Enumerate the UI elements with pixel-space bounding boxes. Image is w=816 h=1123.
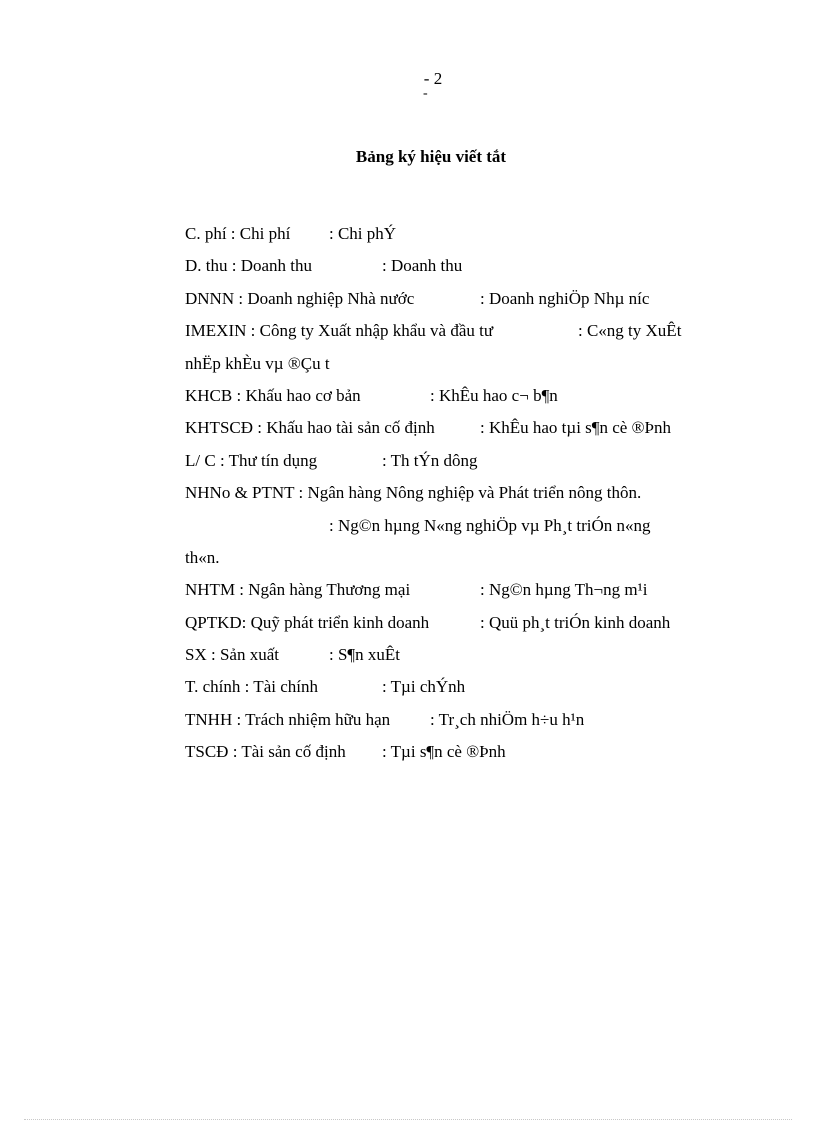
entry-term: KHTSCĐ : Khấu hao tài sản cố định [185, 418, 435, 438]
entry-term: th«n. [185, 547, 220, 567]
entry-term: nhËp khÈu vµ ®Çu t [185, 353, 330, 373]
entry-term: T. chính : Tài chính [185, 677, 318, 697]
entry-term: TSCĐ : Tài sản cố định [185, 742, 346, 762]
entry-imexin-continued [185, 352, 715, 384]
entry-garbled-text: : Ng©n hµng Th¬ng m¹i [480, 580, 648, 600]
entry-term: IMEXIN : Công ty Xuất nhập khẩu và đầu tư [185, 321, 494, 341]
entry-tnhh [185, 708, 715, 740]
entry-term: QPTKD: Quỹ phát triển kinh doanh [185, 612, 430, 632]
page-bottom-border [24, 1119, 792, 1120]
entry-garbled-text: : KhÊu hao c¬ b¶n [430, 385, 558, 405]
entry-garbled-text: : Doanh thu [382, 256, 463, 276]
entry-garbled-text: : KhÊu hao tµi s¶n cè ®Þnh [480, 418, 671, 438]
abbreviation-list [185, 222, 715, 773]
entry-garbled-text: : Doanh nghiÖp Nhµ níc [480, 288, 650, 308]
page-number: - 2 [423, 69, 443, 88]
entry-nhno-ptnt-garbled [185, 514, 715, 546]
entry-term: KHCB : Khấu hao cơ bản [185, 385, 361, 405]
entry-sx [185, 643, 715, 675]
entry-term: DNNN : Doanh nghiệp Nhà nước [185, 288, 415, 308]
entry-garbled-text: : Th tÝn dông [382, 450, 478, 470]
entry-dthu [185, 254, 715, 286]
entry-nhno-ptnt [185, 481, 715, 513]
entry-term: TNHH : Trách nhiệm hữu hạn [185, 709, 391, 729]
entry-garbled-text: : C«ng ty XuÊt [578, 321, 682, 341]
entry-nhtm [185, 578, 715, 610]
entry-garbled-text: : Quü ph¸t triÓn kinh doanh [480, 612, 671, 632]
page-number-dash: - [423, 86, 428, 101]
entry-garbled-text: : S¶n xuÊt [329, 645, 400, 665]
entry-lc [185, 449, 715, 481]
entry-khcb [185, 384, 715, 416]
entry-term: C. phí : Chi phí [185, 224, 291, 243]
entry-imexin [185, 319, 715, 351]
entry-tscd [185, 740, 715, 772]
document-title: Bảng ký hiệu viết tắt [355, 147, 507, 166]
entry-term: NHTM : Ngân hàng Thương mại [185, 580, 411, 600]
entry-term: D. thu : Doanh thu [185, 256, 313, 276]
entry-tchinh [185, 675, 715, 707]
entry-garbled-text: : Chi phÝ [329, 224, 397, 243]
entry-garbled-text: : Tµi s¶n cè ®Þnh [382, 742, 506, 762]
entry-garbled-text: : Tr¸ch nhiÖm h÷u h¹n [430, 709, 585, 729]
entry-term: NHNo & PTNT : Ngân hàng Nông nghiệp và Phát triển nông thôn. [185, 483, 642, 503]
entry-khtscd [185, 416, 715, 448]
entry-term: SX : Sản xuất [185, 645, 279, 665]
entry-qptkd [185, 611, 715, 643]
entry-nhno-ptnt-continued [185, 546, 715, 578]
entry-dnnn [185, 287, 715, 319]
entry-term: L/ C : Thư tín dụng [185, 450, 318, 470]
entry-garbled-text: : Tµi chÝnh [382, 677, 466, 697]
entry-cphi [185, 222, 715, 254]
entry-garbled-text: : Ng©n hµng N«ng nghiÖp vµ Ph¸t triÓn n«ng [329, 515, 651, 535]
